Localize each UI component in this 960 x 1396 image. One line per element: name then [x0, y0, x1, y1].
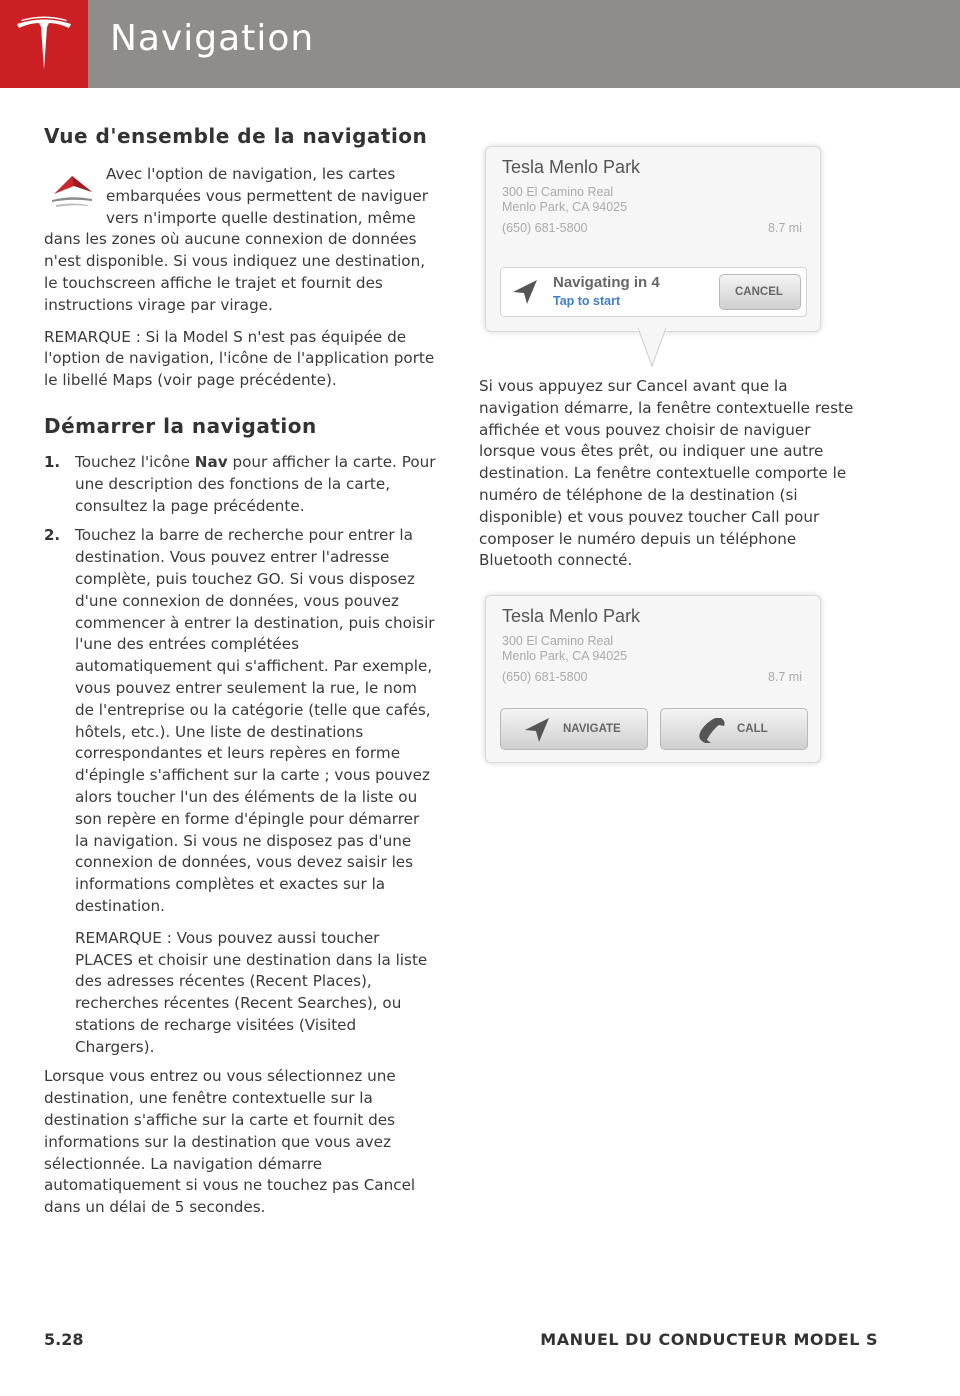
phone-handset-icon: [697, 717, 727, 743]
intro-paragraph: Avec l'option de navigation, les cartes embarquées vous permettent de naviguer vers n'importe quelle destination, même dans les zones où aucune connexion de données n'est disponible. Si vous indiquez une destination, le touchscreen affiche le trajet et fournit des instructions virage par virage.: [44, 165, 428, 314]
destination-phone: (650) 681-5800: [502, 670, 588, 684]
section-heading-start: Démarrer la navigation: [44, 413, 317, 438]
nav-keyword: Nav: [194, 452, 228, 471]
address-line: Menlo Park, CA 94025: [502, 649, 628, 663]
destination-address: [502, 185, 627, 215]
step-item: [44, 452, 436, 517]
tap-to-start-link[interactable]: Tap to start: [553, 294, 621, 308]
navigation-arrow-icon: [523, 717, 551, 743]
left-column: [44, 118, 436, 1219]
section-heading-overview: Vue d'ensemble de la navigation: [44, 124, 428, 148]
step-text-after: pour afficher la carte. Pour une description des fonctions de la carte, consultez la page précédente.: [75, 452, 436, 515]
tesla-logo: [0, 0, 88, 88]
step-text-before: Touchez l'icône: [75, 452, 190, 471]
intro-block: [44, 164, 436, 317]
navigate-button[interactable]: [500, 708, 648, 750]
steps-list: [44, 452, 436, 1059]
destination-name: Tesla Menlo Park: [502, 157, 641, 177]
step-number: 2.: [44, 526, 61, 545]
manual-title: MANUEL DU CONDUCTEUR MODEL S: [540, 1330, 878, 1349]
tesla-t-icon: [14, 14, 74, 74]
navigate-button-label: NAVIGATE: [563, 723, 621, 735]
navigating-status: Navigating in 4: [553, 274, 660, 291]
destination-address: [502, 634, 627, 664]
popup-description-paragraph: Lorsque vous entrez ou vous sélectionnez une destination, une fenêtre contextuelle sur la destination s'affiche sur la carte et fournit des informations sur la destination que vous avez sélectionnée. La navigation démarre automatiquement si vous ne touchez pas Cancel dans un délai de 5 secondes.: [44, 1067, 416, 1217]
cancel-button-label: CANCEL: [735, 286, 783, 298]
popup-pointer: [638, 328, 666, 368]
call-button[interactable]: [660, 708, 808, 750]
call-button-label: CALL: [737, 723, 768, 735]
navigation-app-icon: [46, 168, 96, 210]
chapter-title: Navigation: [110, 18, 315, 59]
address-line: Menlo Park, CA 94025: [502, 200, 628, 214]
right-column: [479, 376, 869, 572]
destination-popup-navigating: [485, 146, 821, 332]
navigating-bar[interactable]: [500, 267, 807, 317]
step-number: 1.: [44, 452, 61, 471]
page-number: 5.28: [44, 1330, 84, 1349]
destination-phone: (650) 681-5800: [502, 221, 588, 235]
step-note: REMARQUE : Vous pouvez aussi toucher PLACES et choisir une destination dans la liste des adresses récentes (Recent Places), recherches récentes (Recent Searches), ou stations de recharge visitées (Visited Chargers).: [75, 928, 428, 1056]
chapter-header: [0, 0, 960, 88]
step-text: [75, 452, 436, 517]
cancel-explanation-paragraph: Si vous appuyez sur Cancel avant que la navigation démarre, la fenêtre contextuelle reste affichée et vous pouvez choisir de naviguer lorsque vous êtes prêt, ou indiquer une autre destination. La fenêtre contextuelle comporte le numéro de téléphone de la destination (si disponible) et vous pouvez toucher Call pour composer le numéro depuis un téléphone Bluetooth connecté.: [479, 377, 854, 570]
address-line: 300 El Camino Real: [502, 185, 614, 199]
destination-name: Tesla Menlo Park: [502, 606, 641, 626]
destination-distance: 8.7 mi: [767, 221, 802, 235]
address-line: 300 El Camino Real: [502, 634, 614, 648]
step-text: Touchez la barre de recherche pour entrer la destination. Vous pouvez entrer l'adresse complète, puis touchez GO. Si vous disposez d'une connexion de données, vous pouvez commencer à entrer la destination, puis choisir l'une des entrées complétées automatiquement qui s'affichent. Par exemple, vous pouvez entrer seulement la rue, le nom de l'entreprise ou la catégorie (telle que cafés, hôtels, etc.). Une liste de destinations correspondantes et leurs repères en forme d'épingle s'affichent sur la carte ; vous pouvez alors toucher l'un des éléments de la liste ou son repère en forme d'épingle pour démarrer la navigation. Si vous ne disposez pas d'une connexion de données, vous devez saisir les informations complètes et exactes sur la destination.: [75, 526, 435, 915]
step-item: [44, 525, 436, 1058]
destination-popup-actions: [485, 595, 821, 763]
note-maps-label: REMARQUE : Si la Model S n'est pas équipée de l'option de navigation, l'icône de l'application porte le libellé Maps (voir page précédente).: [44, 327, 435, 390]
cancel-button[interactable]: [719, 274, 801, 310]
destination-distance: 8.7 mi: [767, 670, 802, 684]
navigation-arrow-icon: [511, 279, 539, 305]
